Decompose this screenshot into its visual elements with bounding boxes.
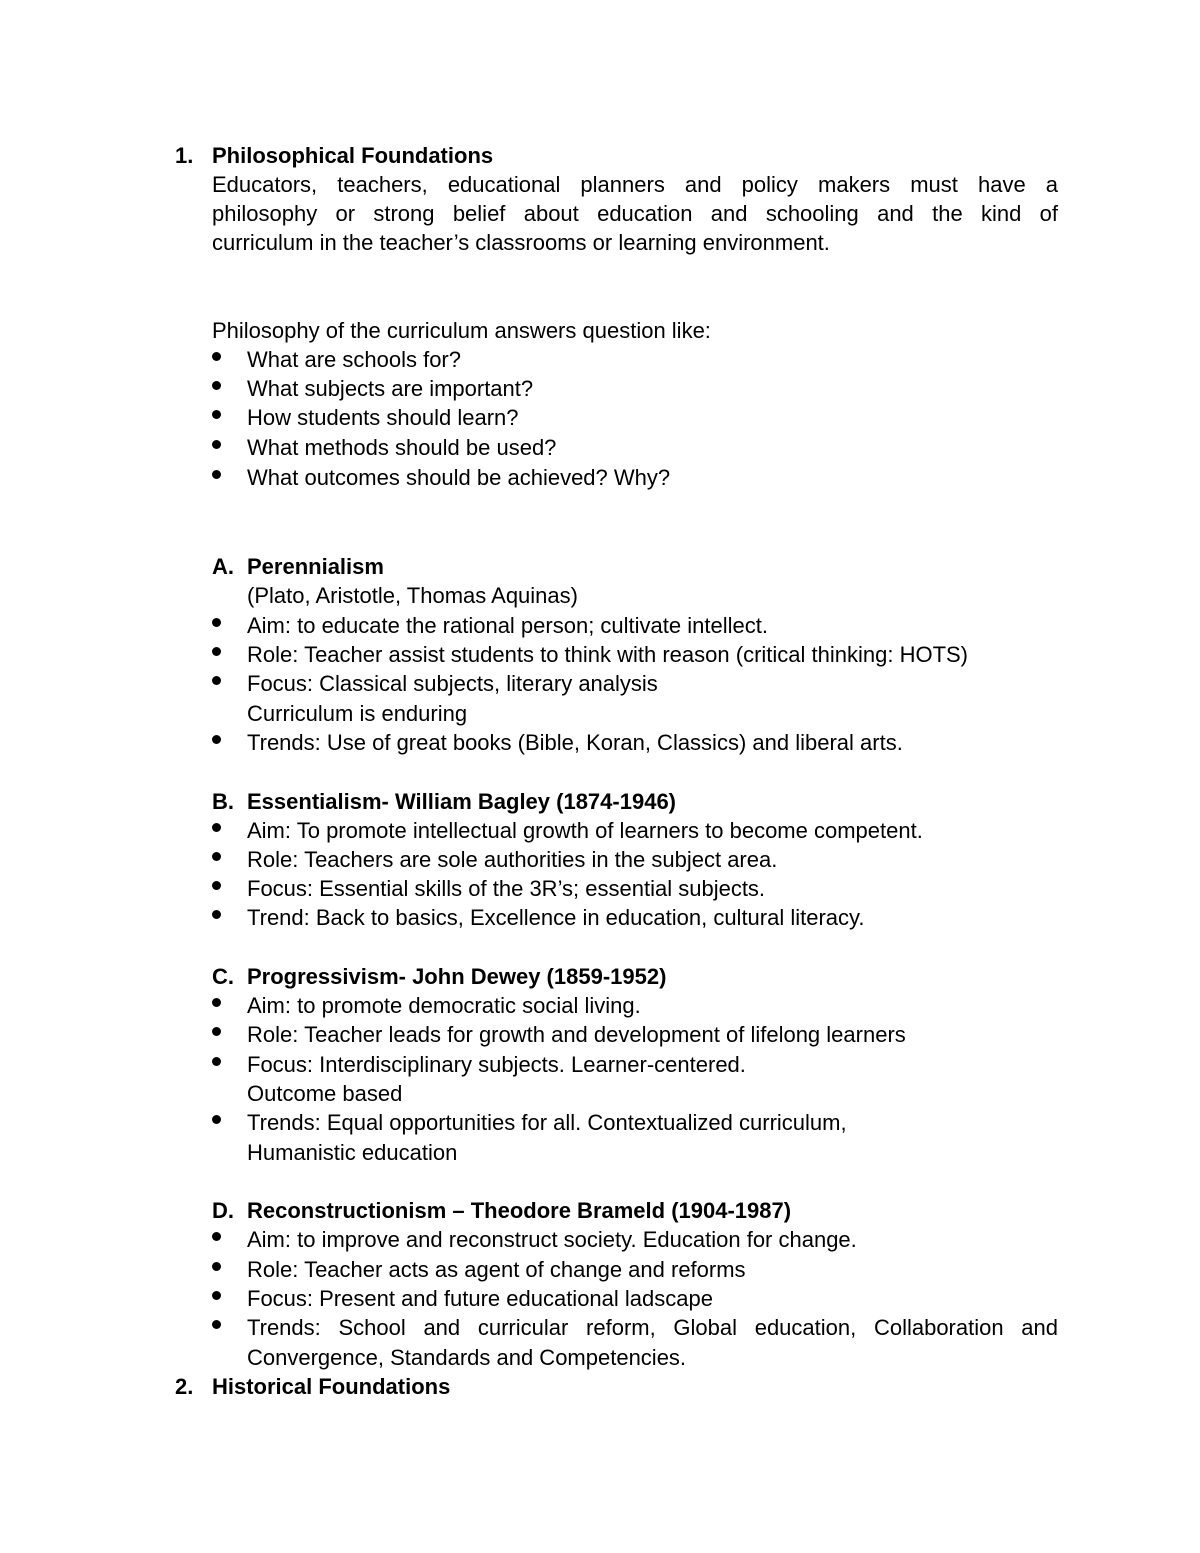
bullet-icon — [212, 410, 221, 419]
subsection-letter: C. — [212, 964, 234, 989]
subsection-title: Reconstructionism – Theodore Brameld (1904-1987) — [247, 1198, 792, 1223]
section-title: Philosophical Foundations — [212, 143, 494, 168]
paragraph-line: curriculum in the teacher’s classrooms or learning environment. — [212, 230, 830, 255]
bullet-icon — [212, 823, 221, 832]
list-item: Trends: Equal opportunities for all. Contextualized curriculum, — [247, 1110, 847, 1135]
list-item: What subjects are important? — [247, 376, 534, 401]
list-item: Trend: Back to basics, Excellence in education, cultural literacy. — [247, 905, 865, 930]
list-item: What outcomes should be achieved? Why? — [247, 465, 671, 490]
section-title: Historical Foundations — [212, 1374, 451, 1399]
bullet-icon — [212, 647, 221, 656]
list-item: Trends: Use of great books (Bible, Koran, Classics) and liberal arts. — [247, 730, 903, 755]
bullet-icon — [212, 1291, 221, 1300]
list-item: Aim: to educate the rational person; cultivate intellect. — [247, 613, 768, 638]
bullet-icon — [212, 470, 221, 479]
list-item-continuation: Outcome based — [247, 1081, 403, 1106]
list-item: Role: Teacher acts as agent of change and reforms — [247, 1257, 746, 1282]
bullet-icon — [212, 1262, 221, 1271]
bullet-icon — [212, 352, 221, 361]
bullet-icon — [212, 735, 221, 744]
list-item: Aim: To promote intellectual growth of learners to become competent. — [247, 818, 923, 843]
bullet-icon — [212, 998, 221, 1007]
list-item: Role: Teachers are sole authorities in the subject area. — [247, 847, 778, 872]
bullet-icon — [212, 676, 221, 685]
list-item: Focus: Interdisciplinary subjects. Learner-centered. — [247, 1052, 746, 1077]
list-item: Focus: Essential skills of the 3R’s; essential subjects. — [247, 876, 766, 901]
list-item: Role: Teacher assist students to think with reason (critical thinking: HOTS) — [247, 642, 969, 667]
bullet-icon — [212, 1232, 221, 1241]
bullet-icon — [212, 618, 221, 627]
list-item: Aim: to promote democratic social living. — [247, 993, 641, 1018]
subsection-letter: A. — [212, 554, 234, 579]
bullet-icon — [212, 1027, 221, 1036]
bullet-icon — [212, 1115, 221, 1124]
section-number: 1. — [175, 143, 194, 168]
bullet-icon — [212, 1320, 221, 1329]
list-item-continuation: Curriculum is enduring — [247, 701, 468, 726]
questions-intro: Philosophy of the curriculum answers question like: — [212, 318, 711, 343]
paragraph-line: philosophy or strong belief about education and schooling and the kind of — [212, 201, 1058, 226]
list-item: Aim: to improve and reconstruct society. Education for change. — [247, 1227, 857, 1252]
paragraph-line: Educators, teachers, educational planners and policy makers must have a — [212, 172, 1058, 197]
bullet-icon — [212, 910, 221, 919]
bullet-icon — [212, 852, 221, 861]
list-item-continuation: Humanistic education — [247, 1140, 458, 1165]
bullet-icon — [212, 440, 221, 449]
list-item: Focus: Classical subjects, literary analysis — [247, 671, 658, 696]
subsection-letter: D. — [212, 1198, 234, 1223]
bullet-icon — [212, 1057, 221, 1066]
list-item: Focus: Present and future educational ladscape — [247, 1286, 713, 1311]
list-item: How students should learn? — [247, 405, 519, 430]
section-number: 2. — [175, 1374, 194, 1399]
subsection-subtitle: (Plato, Aristotle, Thomas Aquinas) — [247, 583, 578, 608]
bullet-icon — [212, 881, 221, 890]
subsection-title: Progressivism- John Dewey (1859-1952) — [247, 964, 667, 989]
list-item: Role: Teacher leads for growth and development of lifelong learners — [247, 1022, 906, 1047]
list-item-continuation: Convergence, Standards and Competencies. — [247, 1345, 687, 1370]
subsection-title: Essentialism- William Bagley (1874-1946) — [247, 789, 676, 814]
list-item: What are schools for? — [247, 347, 461, 372]
subsection-title: Perennialism — [247, 554, 384, 579]
list-item: Trends: School and curricular reform, Global education, Collaboration and — [247, 1315, 1058, 1340]
subsection-letter: B. — [212, 789, 234, 814]
list-item: What methods should be used? — [247, 435, 557, 460]
bullet-icon — [212, 381, 221, 390]
